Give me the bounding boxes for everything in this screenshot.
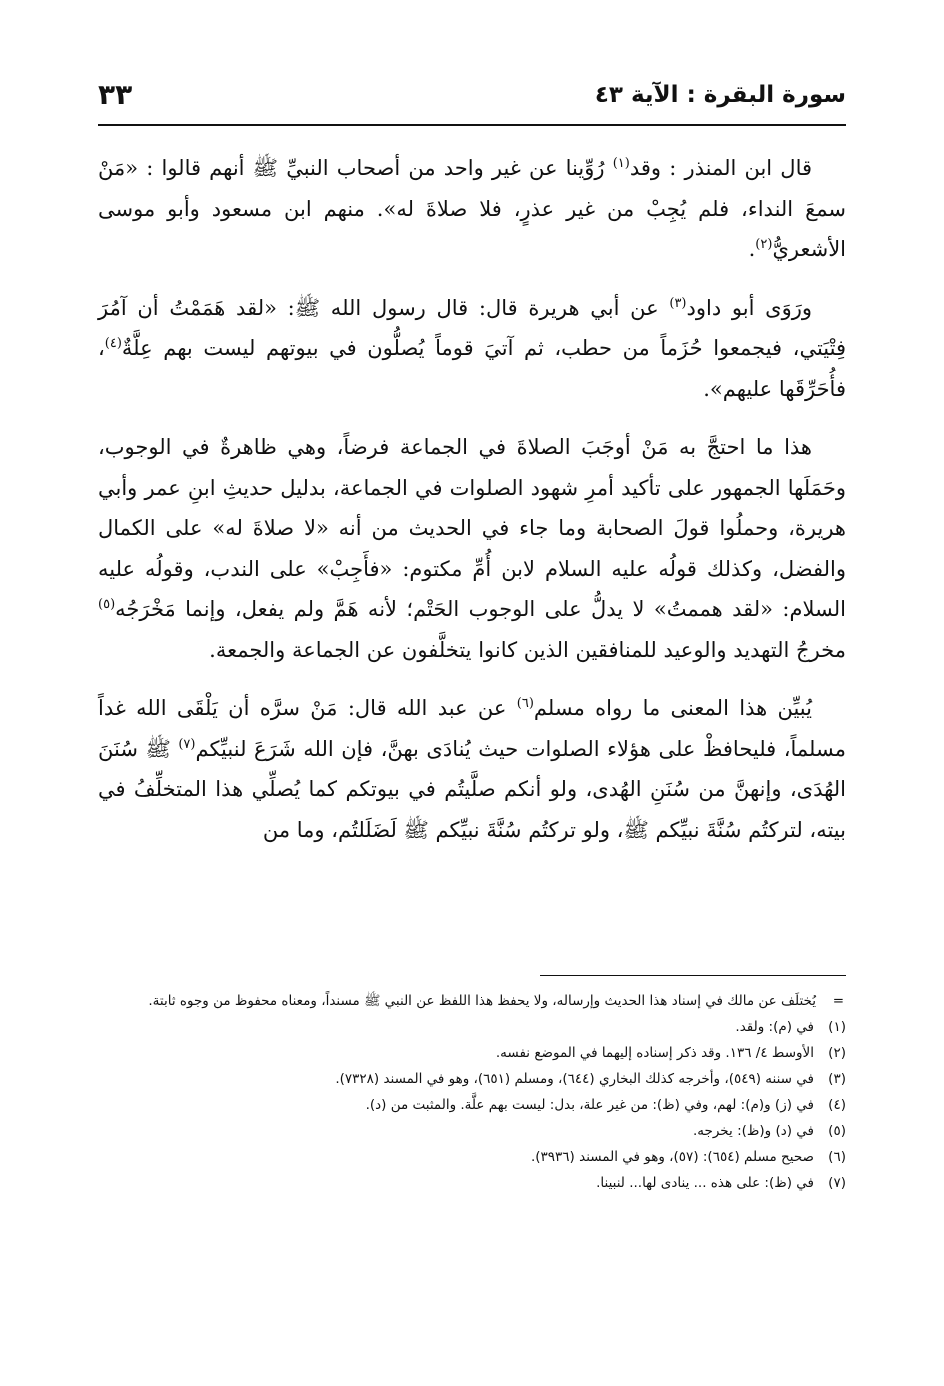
page-number: ٣٣ [98, 78, 133, 111]
footnote-number: (٧) [828, 1175, 846, 1191]
footnote-number: (٣) [828, 1071, 846, 1087]
footnote-divider [540, 975, 846, 976]
footnote-number: (٥) [828, 1123, 846, 1139]
footnote-text: صحيح مسلم (٦٥٤): (٥٧)، وهو في المسند (٣٩٣٦). [530, 1149, 814, 1165]
footnote-ref: (١) [612, 156, 630, 171]
paragraph-text: هذا ما احتجَّ به مَنْ أوجَبَ الصلاةَ في الجماعة فرضاً، وهي ظاهرةٌ في الوجوب، وحَمَلَها الجمهور على تأكيد أمرِ شهود الصلوات في الجماعة، بدليل حديثِ ابنِ عمر وأبي هريرة، وحملُوا قولَ الصحابة وما جاء في الحديث من أنه «لا صلاةَ له» على الكمال والفضل، وكذلك قولُه عليه السلام لابن أُمِّ مكتوم: «فأَجِبْ» على الندب، وقولُه عليه السلام: «لقد هممتُ» لا يدلُّ على الوجوب الحَتْم؛ لأنه هَمَّ ولم يفعل، وإنما مَخْرَجُه [98, 435, 846, 621]
paragraph-2 [98, 288, 846, 410]
paragraph-text: يُبيِّن هذا المعنى ما رواه مسلم [533, 696, 812, 720]
paragraph-text: ورَوَى أبو داود [686, 295, 812, 320]
footnote-number: (٢) [828, 1045, 846, 1061]
paragraph-text: ، فأُحَرِّقَها عليهم». [98, 336, 846, 401]
paragraph-text: عن عبد الله قال: مَنْ سرَّه أن يَلْقَى الله غداً مسلماً، فليحافظْ على هؤلاء الصلوات حيث يُنادَى بهنَّ، فإن الله شَرَعَ لنبيِّكم [98, 696, 846, 761]
paragraph-text: ﷺ سُنَنَ الهُدَى، وإنهنَّ من سُنَنِ الهُدى، ولو أنكم صلَّيتُم في بيوتكم كما يُصلِّي هذا المتخلِّفُ في بيته، لتركتُم سُنَّةَ نبيِّكم ﷺ، ولو تركتُم سُنَّةَ نبيِّكم ﷺ لَضَلَلتُم، وما من [98, 736, 846, 842]
footnote-text: في (ز) و(م): لهم، وفي (ظ): من غير علة، بدل: ليست بهم علَّة. والمثبت من (د). [365, 1097, 814, 1113]
footnote-item [98, 1094, 846, 1116]
footnote-ref: (٣) [669, 295, 687, 311]
footnote-continuation [98, 990, 846, 1012]
paragraph-3 [98, 427, 846, 670]
footnote-ref: (٥) [98, 597, 116, 612]
paragraph-4 [98, 688, 846, 850]
footnote-text: يُختلَف عن مالك في إسناد هذا الحديث وإرساله، ولا يحفظ هذا اللفظ عن النبي ﷺ مسنداً، ومعناه محفوظ من وجوه ثابتة. [148, 993, 816, 1009]
footnote-text: في (م): ولقد. [735, 1019, 814, 1035]
paragraph-text: قال ابن المنذر : وقد [629, 156, 813, 180]
paragraph-1 [98, 148, 846, 270]
footnote-text: في (ظ): على هذه ... ينادى لها... لنبينا. [596, 1175, 814, 1191]
footnote-item [98, 1042, 846, 1064]
footnote-ref: (٢) [755, 237, 773, 252]
footnote-ref: (٧) [178, 736, 196, 752]
footnote-item [98, 1068, 846, 1090]
paragraph-text: رُوِّينا عن غير واحد من أصحاب النبيِّ ﷺ أنهم قالوا : «مَنْ سمعَ النداء، فلم يُجِبْ من غير عذرٍ، فلا صلاةَ له». منهم ابن مسعود وأبو موسى الأشعريُّ [98, 156, 846, 261]
main-text [98, 148, 846, 868]
paragraph-text: مخرجُ التهديد والوعيد للمنافقين الذين كانوا يتخلَّفون عن الجماعة والجمعة. [209, 637, 846, 662]
footnote-text: في سننه (٥٤٩)، وأخرجه كذلك البخاري (٦٤٤)، ومسلم (٦٥١)، وهو في المسند (٧٣٢٨). [335, 1071, 814, 1087]
footnote-ref: (٦) [516, 696, 534, 711]
footnote-number: (٤) [828, 1097, 846, 1113]
footnote-ref: (٤) [104, 336, 122, 351]
continuation-marker: = [832, 993, 844, 1009]
footnote-text: الأوسط ٤/ ١٣٦. وقد ذكر إسناده إليهما في الموضع نفسه. [495, 1045, 814, 1061]
footnote-item [98, 1172, 846, 1194]
page-header [98, 78, 846, 126]
footnotes [98, 990, 846, 1198]
footnote-item [98, 1016, 846, 1038]
footnote-item [98, 1146, 846, 1168]
footnote-number: (١) [828, 1019, 846, 1035]
running-title: سورة البقرة : الآية ٤٣ [594, 82, 846, 108]
footnote-number: (٦) [828, 1149, 846, 1165]
footnote-text: في (د) و(ظ): يخرجه. [692, 1123, 814, 1139]
paragraph-text: عن أبي هريرة قال: قال رسول الله ﷺ: «لقد هَمَمْتُ أن آمُرَ فِتْيَتي، فيجمعوا حُزَماً من حطب، ثم آتيَ قوماً يُصلُّون في بيوتهم ليست بهم عِلَّةٌ [98, 295, 846, 360]
paragraph-text: . [748, 237, 756, 261]
footnote-item [98, 1120, 846, 1142]
